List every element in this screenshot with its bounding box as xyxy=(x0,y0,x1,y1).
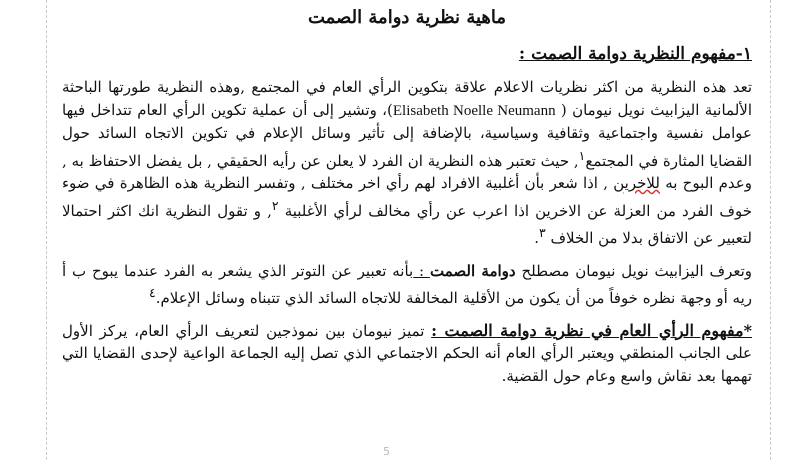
right-margin-guide xyxy=(770,0,771,460)
document-title: ماهية نظرية دوامة الصمت xyxy=(307,7,507,28)
section-heading-text: ١-مفهوم النظرية دوامة الصمت : xyxy=(518,44,752,64)
misspelled-word: للاخرين xyxy=(613,174,660,192)
footnote-ref-3: ٣ xyxy=(538,225,546,240)
paragraph-neumann-definition: وتعرف اليزابيث نويل نيومان مصطلح دوامة الصمت : بأنه تعبير عن التوتر الذي يشعر به الفرد عندما يبوح ب أ ريه أو وجهة نظره خوفاً من أن يكون من الأقلية المخالفة للاتجاه السائد الذي تتبناه وسائل الإعلام.$^٤$ xyxy=(62,261,752,307)
public-opinion-heading: *مفهوم الرأي العام في نظرية دوامة الصمت : xyxy=(431,320,752,340)
term-spiral-of-silence: دوامة الصمت xyxy=(429,261,516,280)
footnote-ref-2: ٢ xyxy=(271,197,279,213)
left-margin-guide xyxy=(46,0,47,460)
page-marker: 5 xyxy=(383,445,390,458)
document-body xyxy=(62,6,752,397)
footnote-ref-1: ١ xyxy=(578,147,586,163)
paragraph-public-opinion: *مفهوم الرأي العام في نظرية دوامة الصمت : تميز نيومان بين نموذجين لتعريف الرأي العام، يركز الأول على الجانب المنطقي ويعتبر الرأي العام أنه الحكم الاجتماعي الذي تصل إليه الجماعة الواعية لإحدى القضايا التي تهمها بعد نقاش واسع وعام حول القضية. xyxy=(62,320,752,385)
footnote-ref-4: ٤ xyxy=(148,285,156,300)
section-heading-concept xyxy=(62,42,752,66)
english-name: Elisabeth Noelle Neumann xyxy=(392,102,556,119)
paragraph-definition: تعد هذه النظرية من اكثر نظريات الاعلام علاقة بتكوين الرأي العام في المجتمع ,وهذه النظرية طورتها الباحثة الألمانية اليزابيث نويل نيومان ( Elisabeth Noelle Neumann)، وتشير إلى أن عملية تكوين الرأي العام تتداخل فيها عوامل نفسية واجتماعية وثقافية وسياسية، بالإضافة إلى تأثير وسائل الإعلام في تكوين الاتجاه السائد حول القضايا المثارة في المجتمع$^١$, حيث تعتبر هذه النظرية ان الفرد لا يعلن عن رأيه الحقيقي , بل يفضل الاحتفاظ به , وعدم البوح به للاخرين , اذا شعر بأن أغلبية الافراد لهم رأي اخر مختلف , وتفسر النظرية هذه الظاهرة في ضوء خوف الفرد من العزلة عن الاخرين اذا اعرب عن رأي مخالف لرأي الأغلبية $^٢$, و تقول النظرية انك اكثر احتمالا لتعبير عن الاتفاق بدلا من الخلاف $^٣$. xyxy=(62,78,753,247)
